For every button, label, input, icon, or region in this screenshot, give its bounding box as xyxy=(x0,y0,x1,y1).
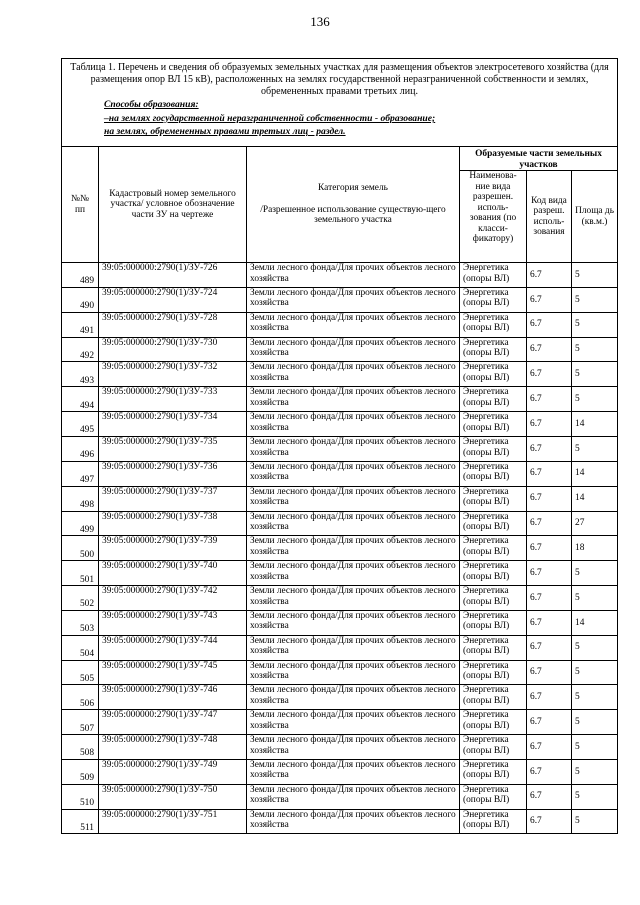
table-row xyxy=(62,486,618,511)
use-code: 6.7 xyxy=(527,362,572,387)
land-category: Земли лесного фонда/Для прочих объектов лесного хозяйства xyxy=(247,735,460,760)
land-category: Земли лесного фонда/Для прочих объектов лесного хозяйства xyxy=(247,710,460,735)
cadastral-number: 39:05:000000:2790(1)/ЗУ-734 xyxy=(99,412,247,437)
use-code: 6.7 xyxy=(527,586,572,611)
row-number: 508 xyxy=(62,735,99,760)
row-number: 489 xyxy=(62,263,99,288)
table-row xyxy=(62,735,618,760)
cadastral-number: 39:05:000000:2790(1)/ЗУ-735 xyxy=(99,436,247,461)
row-number: 492 xyxy=(62,337,99,362)
land-category: Земли лесного фонда/Для прочих объектов лесного хозяйства xyxy=(247,436,460,461)
table-row xyxy=(62,461,618,486)
use-code: 6.7 xyxy=(527,660,572,685)
land-category: Земли лесного фонда/Для прочих объектов лесного хозяйства xyxy=(247,412,460,437)
land-category: Земли лесного фонда/Для прочих объектов лесного хозяйства xyxy=(247,461,460,486)
table-row xyxy=(62,287,618,312)
use-code: 6.7 xyxy=(527,486,572,511)
row-number: 493 xyxy=(62,362,99,387)
table-row xyxy=(62,685,618,710)
land-category: Земли лесного фонда/Для прочих объектов лесного хозяйства xyxy=(247,635,460,660)
table-row xyxy=(62,586,618,611)
area-value: 5 xyxy=(572,685,618,710)
row-number: 510 xyxy=(62,784,99,809)
row-number: 501 xyxy=(62,561,99,586)
use-code: 6.7 xyxy=(527,635,572,660)
table-row xyxy=(62,387,618,412)
use-code: 6.7 xyxy=(527,436,572,461)
row-number: 507 xyxy=(62,710,99,735)
use-code: 6.7 xyxy=(527,759,572,784)
permitted-use: Энергетика (опоры ВЛ) xyxy=(460,809,527,834)
row-number: 506 xyxy=(62,685,99,710)
permitted-use: Энергетика (опоры ВЛ) xyxy=(460,436,527,461)
land-category: Земли лесного фонда/Для прочих объектов лесного хозяйства xyxy=(247,387,460,412)
use-code: 6.7 xyxy=(527,710,572,735)
cadastral-number: 39:05:000000:2790(1)/ЗУ-750 xyxy=(99,784,247,809)
land-category: Земли лесного фонда/Для прочих объектов лесного хозяйства xyxy=(247,486,460,511)
cadastral-number: 39:05:000000:2790(1)/ЗУ-732 xyxy=(99,362,247,387)
table-body xyxy=(62,263,618,834)
table-row xyxy=(62,710,618,735)
permitted-use: Энергетика (опоры ВЛ) xyxy=(460,511,527,536)
area-value: 5 xyxy=(572,387,618,412)
row-number: 497 xyxy=(62,461,99,486)
use-code: 6.7 xyxy=(527,387,572,412)
table-row xyxy=(62,536,618,561)
table-title: Таблица 1. Перечень и сведения об образуемых земельных участках для размещения объектов электросетевого хозяйства (для размещения опор ВЛ 15 кВ), расположенных на землях государственной неразграниченной собственности и землях, обремененных правами третьих лиц. xyxy=(70,62,609,97)
land-category: Земли лесного фонда/Для прочих объектов лесного хозяйства xyxy=(247,759,460,784)
cadastral-number: 39:05:000000:2790(1)/ЗУ-743 xyxy=(99,610,247,635)
area-value: 14 xyxy=(572,412,618,437)
permitted-use: Энергетика (опоры ВЛ) xyxy=(460,561,527,586)
area-value: 5 xyxy=(572,436,618,461)
table-row xyxy=(62,436,618,461)
row-number: 490 xyxy=(62,287,99,312)
area-value: 18 xyxy=(572,536,618,561)
land-category: Земли лесного фонда/Для прочих объектов лесного хозяйства xyxy=(247,784,460,809)
cadastral-number: 39:05:000000:2790(1)/ЗУ-747 xyxy=(99,710,247,735)
land-category: Земли лесного фонда/Для прочих объектов лесного хозяйства xyxy=(247,809,460,834)
row-number: 502 xyxy=(62,586,99,611)
area-value: 5 xyxy=(572,312,618,337)
row-number: 495 xyxy=(62,412,99,437)
area-value: 14 xyxy=(572,461,618,486)
table-row xyxy=(62,312,618,337)
permitted-use: Энергетика (опоры ВЛ) xyxy=(460,735,527,760)
table-row xyxy=(62,784,618,809)
use-code: 6.7 xyxy=(527,312,572,337)
use-code: 6.7 xyxy=(527,511,572,536)
cadastral-number: 39:05:000000:2790(1)/ЗУ-748 xyxy=(99,735,247,760)
header-use-code: Код вида разреш. исполь-зования xyxy=(527,171,572,263)
land-category: Земли лесного фонда/Для прочих объектов лесного хозяйства xyxy=(247,586,460,611)
land-category: Земли лесного фонда/Для прочих объектов лесного хозяйства xyxy=(247,536,460,561)
use-code: 6.7 xyxy=(527,610,572,635)
use-code: 6.7 xyxy=(527,337,572,362)
area-value: 5 xyxy=(572,287,618,312)
row-number: 491 xyxy=(62,312,99,337)
land-category: Земли лесного фонда/Для прочих объектов лесного хозяйства xyxy=(247,610,460,635)
permitted-use: Энергетика (опоры ВЛ) xyxy=(460,312,527,337)
area-value: 5 xyxy=(572,337,618,362)
permitted-use: Энергетика (опоры ВЛ) xyxy=(460,784,527,809)
permitted-use: Энергетика (опоры ВЛ) xyxy=(460,387,527,412)
area-value: 5 xyxy=(572,759,618,784)
permitted-use: Энергетика (опоры ВЛ) xyxy=(460,263,527,288)
area-value: 14 xyxy=(572,610,618,635)
area-value: 5 xyxy=(572,784,618,809)
use-code: 6.7 xyxy=(527,461,572,486)
area-value: 5 xyxy=(572,809,618,834)
header-area: Площа дь (кв.м.) xyxy=(572,171,618,263)
use-code: 6.7 xyxy=(527,561,572,586)
row-number: 499 xyxy=(62,511,99,536)
use-code: 6.7 xyxy=(527,685,572,710)
land-category: Земли лесного фонда/Для прочих объектов лесного хозяйства xyxy=(247,362,460,387)
table-row xyxy=(62,660,618,685)
permitted-use: Энергетика (опоры ВЛ) xyxy=(460,710,527,735)
table-caption xyxy=(62,59,618,147)
permitted-use: Энергетика (опоры ВЛ) xyxy=(460,635,527,660)
table-row xyxy=(62,362,618,387)
header-category: Категория земель /Разрешенное использование существую-щего земельного участка xyxy=(247,147,460,263)
permitted-use: Энергетика (опоры ВЛ) xyxy=(460,337,527,362)
row-number: 494 xyxy=(62,387,99,412)
row-number: 504 xyxy=(62,635,99,660)
header-cadastral: Кадастровый номер земельного участка/ условное обозначение части ЗУ на чертеже xyxy=(99,147,247,263)
header-use-name: Наименова-ние вида разрешен. исполь-зования (по класси-фикатору) xyxy=(460,171,527,263)
use-code: 6.7 xyxy=(527,536,572,561)
land-category: Земли лесного фонда/Для прочих объектов лесного хозяйства xyxy=(247,312,460,337)
cadastral-number: 39:05:000000:2790(1)/ЗУ-740 xyxy=(99,561,247,586)
land-category: Земли лесного фонда/Для прочих объектов лесного хозяйства xyxy=(247,660,460,685)
permitted-use: Энергетика (опоры ВЛ) xyxy=(460,759,527,784)
cadastral-number: 39:05:000000:2790(1)/ЗУ-739 xyxy=(99,536,247,561)
row-number: 500 xyxy=(62,536,99,561)
land-category: Земли лесного фонда/Для прочих объектов лесного хозяйства xyxy=(247,337,460,362)
cadastral-number: 39:05:000000:2790(1)/ЗУ-726 xyxy=(99,263,247,288)
cadastral-number: 39:05:000000:2790(1)/ЗУ-738 xyxy=(99,511,247,536)
row-number: 503 xyxy=(62,610,99,635)
cadastral-number: 39:05:000000:2790(1)/ЗУ-749 xyxy=(99,759,247,784)
permitted-use: Энергетика (опоры ВЛ) xyxy=(460,610,527,635)
cadastral-number: 39:05:000000:2790(1)/ЗУ-744 xyxy=(99,635,247,660)
land-category: Земли лесного фонда/Для прочих объектов лесного хозяйства xyxy=(247,685,460,710)
cadastral-number: 39:05:000000:2790(1)/ЗУ-745 xyxy=(99,660,247,685)
table-row xyxy=(62,610,618,635)
cadastral-number: 39:05:000000:2790(1)/ЗУ-736 xyxy=(99,461,247,486)
land-category: Земли лесного фонда/Для прочих объектов лесного хозяйства xyxy=(247,263,460,288)
area-value: 5 xyxy=(572,710,618,735)
table-row xyxy=(62,809,618,834)
table-row xyxy=(62,561,618,586)
table-row xyxy=(62,635,618,660)
area-value: 5 xyxy=(572,362,618,387)
area-value: 14 xyxy=(572,486,618,511)
row-number: 505 xyxy=(62,660,99,685)
row-number: 496 xyxy=(62,436,99,461)
cadastral-number: 39:05:000000:2790(1)/ЗУ-733 xyxy=(99,387,247,412)
cadastral-number: 39:05:000000:2790(1)/ЗУ-737 xyxy=(99,486,247,511)
area-value: 5 xyxy=(572,561,618,586)
table-row xyxy=(62,759,618,784)
permitted-use: Энергетика (опоры ВЛ) xyxy=(460,486,527,511)
land-category: Земли лесного фонда/Для прочих объектов лесного хозяйства xyxy=(247,511,460,536)
table-row xyxy=(62,263,618,288)
header-row xyxy=(62,147,618,171)
cadastral-number: 39:05:000000:2790(1)/ЗУ-751 xyxy=(99,809,247,834)
use-code: 6.7 xyxy=(527,263,572,288)
table-row xyxy=(62,511,618,536)
permitted-use: Энергетика (опоры ВЛ) xyxy=(460,461,527,486)
permitted-use: Энергетика (опоры ВЛ) xyxy=(460,412,527,437)
row-number: 498 xyxy=(62,486,99,511)
permitted-use: Энергетика (опоры ВЛ) xyxy=(460,536,527,561)
header-group-parts: Образуемые части земельных участков xyxy=(460,147,618,171)
table-row xyxy=(62,412,618,437)
permitted-use: Энергетика (опоры ВЛ) xyxy=(460,287,527,312)
permitted-use: Энергетика (опоры ВЛ) xyxy=(460,362,527,387)
cadastral-number: 39:05:000000:2790(1)/ЗУ-730 xyxy=(99,337,247,362)
cadastral-number: 39:05:000000:2790(1)/ЗУ-728 xyxy=(99,312,247,337)
land-plots-table xyxy=(61,58,618,834)
land-category: Земли лесного фонда/Для прочих объектов лесного хозяйства xyxy=(247,561,460,586)
cadastral-number: 39:05:000000:2790(1)/ЗУ-742 xyxy=(99,586,247,611)
use-code: 6.7 xyxy=(527,784,572,809)
use-code: 6.7 xyxy=(527,809,572,834)
cadastral-number: 39:05:000000:2790(1)/ЗУ-746 xyxy=(99,685,247,710)
cadastral-number: 39:05:000000:2790(1)/ЗУ-724 xyxy=(99,287,247,312)
table-row xyxy=(62,337,618,362)
area-value: 5 xyxy=(572,660,618,685)
use-code: 6.7 xyxy=(527,287,572,312)
land-category: Земли лесного фонда/Для прочих объектов лесного хозяйства xyxy=(247,287,460,312)
area-value: 5 xyxy=(572,635,618,660)
page-number: 136 xyxy=(310,14,330,29)
method-formation: –на землях государственной неразграниченной собственности - образование; xyxy=(104,112,436,124)
use-code: 6.7 xyxy=(527,412,572,437)
permitted-use: Энергетика (опоры ВЛ) xyxy=(460,660,527,685)
row-number: 511 xyxy=(62,809,99,834)
permitted-use: Энергетика (опоры ВЛ) xyxy=(460,586,527,611)
area-value: 5 xyxy=(572,735,618,760)
use-code: 6.7 xyxy=(527,735,572,760)
methods-heading: Способы образования: xyxy=(104,99,199,111)
area-value: 27 xyxy=(572,511,618,536)
area-value: 5 xyxy=(572,263,618,288)
method-division: на землях, обремененных правами третьих лиц - раздел. xyxy=(104,126,346,138)
header-num: №№ пп xyxy=(62,147,99,263)
area-value: 5 xyxy=(572,586,618,611)
caption-row xyxy=(62,59,618,147)
row-number: 509 xyxy=(62,759,99,784)
permitted-use: Энергетика (опоры ВЛ) xyxy=(460,685,527,710)
